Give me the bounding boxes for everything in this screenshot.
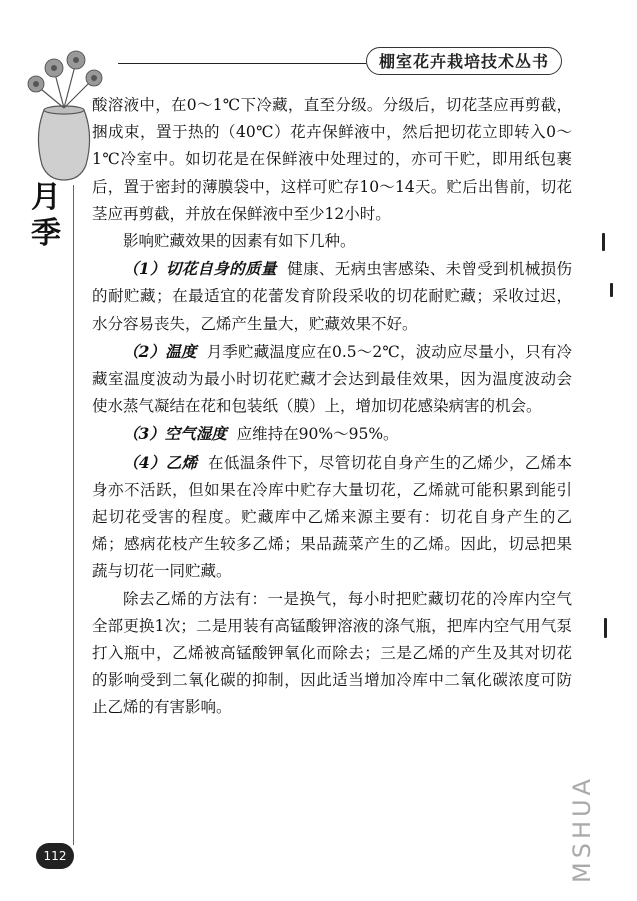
- paragraph-6: [92, 449, 572, 586]
- paragraph-6-text: 在低温条件下，尽管切花自身产生的乙烯少，乙烯本身亦不活跃，但如果在冷库中贮存大量切花，乙烯就可能积累到能引起切花受害的程度。贮藏库中乙烯来源主要有：切花自身产生的乙烯；感病花枝产生较多乙烯；果品蔬菜产生的乙烯。因此，切忌把果蔬与切花一同贮藏。: [92, 453, 572, 581]
- page-number: 112: [36, 843, 74, 869]
- scan-mark: [610, 283, 613, 297]
- paragraph-4-text: 月季贮藏温度应在0.5～2℃，波动应尽量小，只有冷藏室温度波动为最小时切花贮藏才会达到最佳效果，因为温度波动会使水蒸气凝结在花和包装纸（膜）上，增加切花感染病害的机会。: [92, 342, 572, 416]
- body-text: [92, 92, 572, 722]
- chapter-label: 月季: [31, 180, 61, 251]
- paragraph-5-text: 应维持在90%～95%。: [236, 425, 399, 444]
- term-humidity: （3）空气湿度: [123, 424, 227, 444]
- paragraph-3-text: 健康、无病虫害感染、未曾受到机械损伤的耐贮藏；在最适宜的花蕾发育阶段采收的切花耐贮藏；采收过迟，水分容易丧失，乙烯产生量大，贮藏效果不好。: [92, 260, 572, 333]
- paragraph-2: 影响贮藏效果的因素有如下几种。: [123, 232, 356, 251]
- series-title: 棚室花卉栽培技术丛书: [366, 47, 562, 75]
- margin-rule: [73, 185, 74, 845]
- scan-mark: [602, 233, 605, 251]
- term-temperature: （2）温度: [123, 341, 197, 361]
- term-ethylene: （4）乙烯: [123, 452, 198, 472]
- term-quality: （1）切花自身的质量: [123, 259, 277, 279]
- paragraph-4: [92, 338, 572, 421]
- paragraph-5: [92, 420, 572, 448]
- paragraph-3: [92, 255, 572, 338]
- paragraph-7: 除去乙烯的方法有：一是换气，每小时把贮藏切花的冷库内空气全部更换1次；二是用装有高锰酸钾溶液的涤气瓶，把库内空气用气泵打入瓶中，乙烯被高锰酸钾氧化而除去；三是乙烯的产生及其对切花的影响受到二氧化碳的抑制，因此适当增加冷库中二氧化碳浓度可防止乙烯的有害影响。: [92, 589, 572, 717]
- header-rule: [118, 63, 366, 64]
- paragraph-1: 酸溶液中，在0～1℃下冷藏，直至分级。分级后，切花茎应再剪截，捆成束，置于热的（40℃）花卉保鲜液中，然后把切花立即转入0～1℃冷室中。如切花是在保鲜液中处理过的，亦可干贮，即用纸包裹后，置于密封的薄膜袋中，这样可贮存10～14天。贮后出售前，切花茎应再剪截，并放在保鲜液中至少12小时。: [92, 96, 572, 223]
- watermark: MSHUA: [568, 775, 596, 883]
- scan-mark: [604, 618, 607, 638]
